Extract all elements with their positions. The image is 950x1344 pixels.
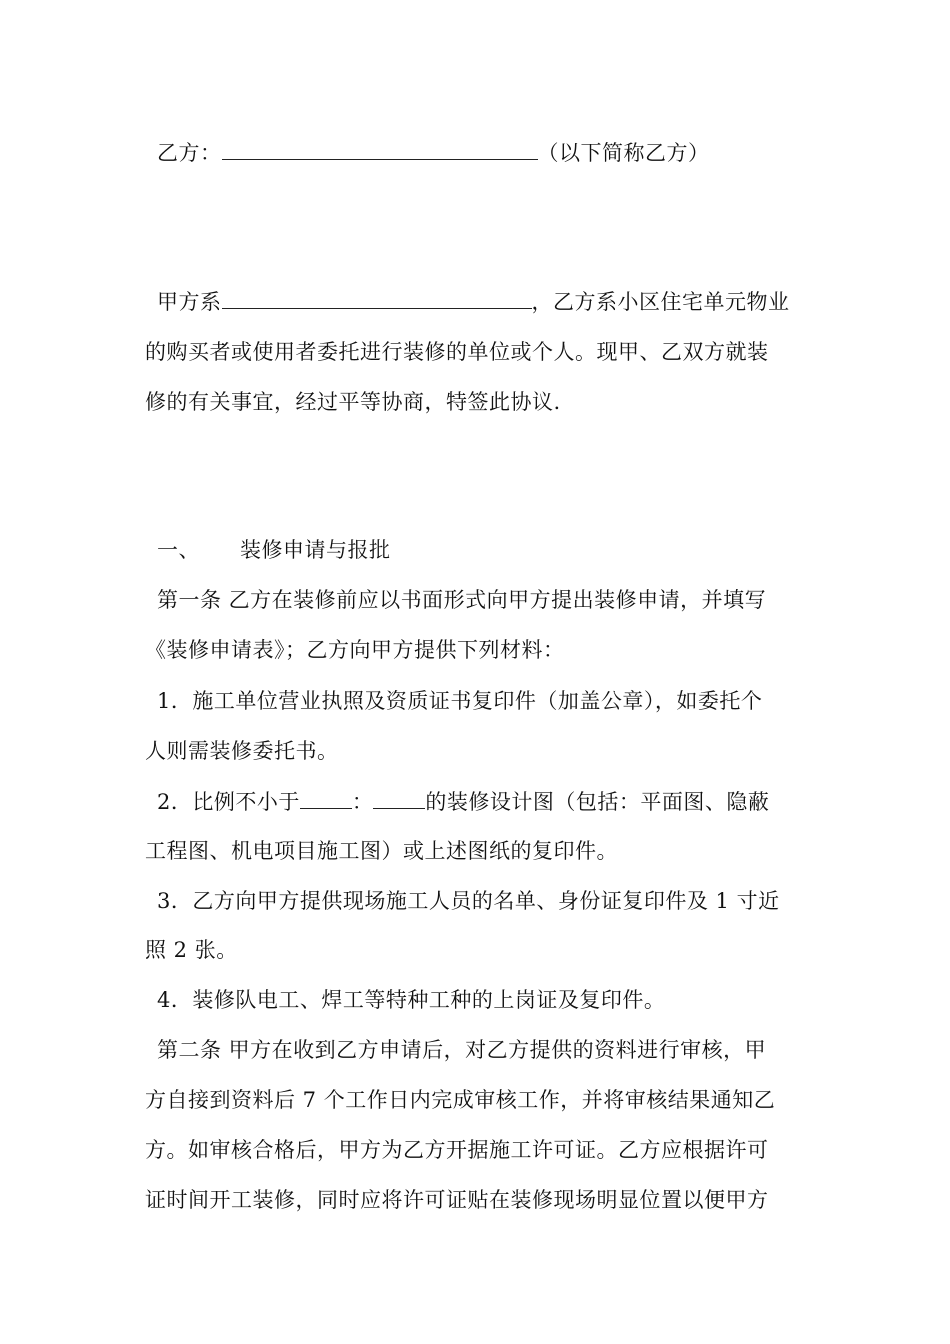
section-title: 装修申请与报批 [240, 538, 391, 562]
party-b-label: 乙方： [157, 141, 222, 165]
intro-line1-rest: ，乙方系小区住宅单元物业 [531, 290, 790, 314]
item-2-line-1 [145, 786, 769, 817]
item-3-line-2: 照 2 张。 [145, 938, 238, 962]
item-1-line-1: 1．施工单位营业执照及资质证书复印件（加盖公章），如委托个 [157, 689, 763, 713]
intro-line-2: 的购买者或使用者委托进行装修的单位或个人。现甲、乙双方就装 [145, 340, 769, 364]
article-1-line-2: 《装修申请表》；乙方向甲方提供下列材料： [145, 638, 565, 662]
party-b-name-blank[interactable] [222, 137, 538, 160]
item-2-line1-rest: 的装修设计图（包括：平面图、隐蔽 [425, 790, 770, 814]
article-2-line-1: 第二条 甲方在收到乙方申请后，对乙方提供的资料进行审核，甲 [157, 1038, 767, 1062]
item-4-line-1: 4．装修队电工、焊工等特种工种的上岗证及复印件。 [157, 988, 666, 1012]
item-2-prefix: 2．比例不小于 [157, 790, 300, 814]
item-2-colon: ： [351, 790, 374, 814]
section-heading [145, 535, 391, 565]
item-1-line-2: 人则需装修委托书。 [145, 739, 339, 763]
party-b-line [145, 137, 710, 168]
section-number: 一、 [157, 538, 200, 562]
article-2-line-2: 方自接到资料后 7 个工作日内完成审核工作，并将审核结果通知乙 [145, 1088, 776, 1112]
item-2-line-2: 工程图、机电项目施工图）或上述图纸的复印件。 [145, 839, 618, 863]
scale-blank-2[interactable] [373, 786, 425, 809]
intro-prefix: 甲方系 [157, 290, 222, 314]
article-2-line-3: 方。如审核合格后，甲方为乙方开据施工许可证。乙方应根据许可 [145, 1138, 769, 1162]
party-b-suffix: （以下简称乙方） [537, 141, 710, 165]
item-3-line-1: 3．乙方向甲方提供现场施工人员的名单、身份证复印件及 1 寸近 [157, 889, 780, 913]
intro-line-1 [145, 286, 790, 317]
article-2-line-4: 证时间开工装修，同时应将许可证贴在装修现场明显位置以便甲方 [145, 1188, 769, 1212]
article-1-line-1: 第一条 乙方在装修前应以书面形式向甲方提出装修申请，并填写 [157, 588, 767, 612]
party-a-name-blank[interactable] [222, 286, 532, 309]
document-page [145, 0, 810, 1344]
scale-blank-1[interactable] [300, 786, 352, 809]
intro-line-3: 修的有关事宜，经过平等协商，特签此协议. [145, 390, 561, 414]
